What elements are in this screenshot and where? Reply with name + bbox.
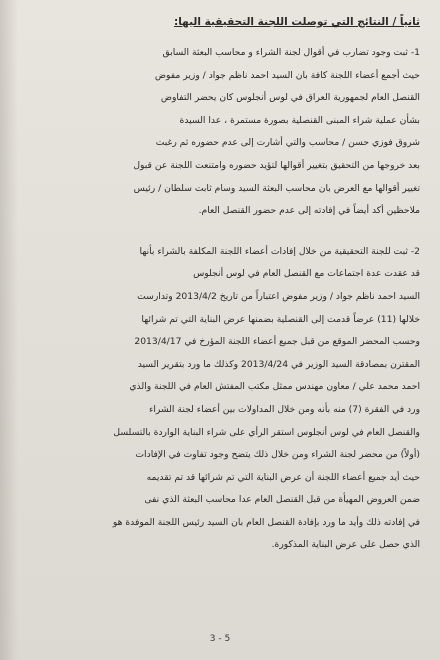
page-number: 3 - 5 [209,634,231,644]
paragraph-line: الذي حصل على عرض البناية المذكورة. [271,539,420,551]
paragraph-line: شروق فوزي حسن / محاسب والتي أشارت إلى عدم حضوره ثم رغبت [155,137,420,149]
paragraph-line: حيث أجمع أعضاء اللجنة كافة بان السيد احمد ناظم جواد / وزير مفوض [154,69,420,81]
paragraph-line: المقترن بمصادقة السيد الوزير في 2013/4/24 وكذلك ما ورد بتقرير السيد [137,358,420,370]
paragraph-gap [20,223,420,241]
paragraph-line: احمد محمد علي / معاون مهندس ممثل مكتب المفتش العام في اللجنة والذي [129,381,420,393]
paragraph-line: 1- ثبت وجود تضارب في أقوال لجنة الشراء و محاسب البعثة السابق [162,47,420,58]
paragraph-line: قد عقدت عدة اجتماعات مع القنصل العام في لوس أنجلوس [193,268,420,280]
paragraph-line: السيد احمد ناظم جواد / وزير مفوض اعتباراً من تاريخ 2013/4/2 وتدارست [137,290,420,302]
document-body [20,12,420,557]
section-heading: ثانياً / النتائج التي توصلت اللجنة التحقيقية اليها: [174,16,420,28]
paragraph-line: بشأن عملية شراء المبنى القنصلية بصورة مستمرة ، عدا السيدة [179,114,420,126]
paragraph-line: القنصل العام لجمهورية العراق في لوس أنجلوس كان يحضر التفاوض [160,92,420,104]
paragraph-line: بعد خروجها من التحقيق بتغيير أقوالها لتؤيد حضوره وامتنعت اللجنة عن قبول [133,159,420,171]
paragraph-line: (أولاً) من محضر لجنة الشراء ومن خلال ذلك يتضح وجود تفاوت في الإفادات [135,449,420,461]
paragraph-2 [20,241,420,557]
paragraph-line: ملاحظين أكد أيضاً في إفادته إلى عدم حضور القنصل العام. [198,205,420,217]
paragraph-line: خلالها (11) عرضاً قدمت إلى القنصلية بضمنها عرض البناية التي تم شرائها [141,313,420,325]
paragraph-line: ورد في الفقرة (7) منه بأنه ومن خلال المداولات بين أعضاء لجنة الشراء [149,403,420,415]
paragraph-line: 2- ثبت للجنة التحقيقية من خلال إفادات أعضاء اللجنة المكلفة بالشراء بأنها [139,245,420,257]
paragraph-line: حيث أيد جميع أعضاء اللجنة أن عرض البناية التي تم شرائها قد تم تقديمه [146,471,420,483]
paragraph-line: تغيير أقوالها مع العرض بان محاسب البعثة السيد وسام ثابت سلطان / رئيس [133,182,420,194]
page-shadow [0,0,18,660]
paragraph-line: وحسب المحضر الموقع من قبل جميع أعضاء اللجنة المؤرخ في 2013/4/17 [134,336,420,348]
paragraph-line: والقنصل العام في لوس أنجلوس استقر الرأي على شراء البناية الواردة بالتسلسل [113,426,420,438]
paragraph-line: في إفادته ذلك وأيد ما ورد بإفادة القنصل العام بان السيد رئيس اللجنة الموفدة هو [112,516,420,528]
paragraph-line: ضمن العروض المهيأة من قبل القنصل العام عدا محاسب البعثة الذي نفى [144,494,420,506]
paragraph-1 [20,42,420,223]
